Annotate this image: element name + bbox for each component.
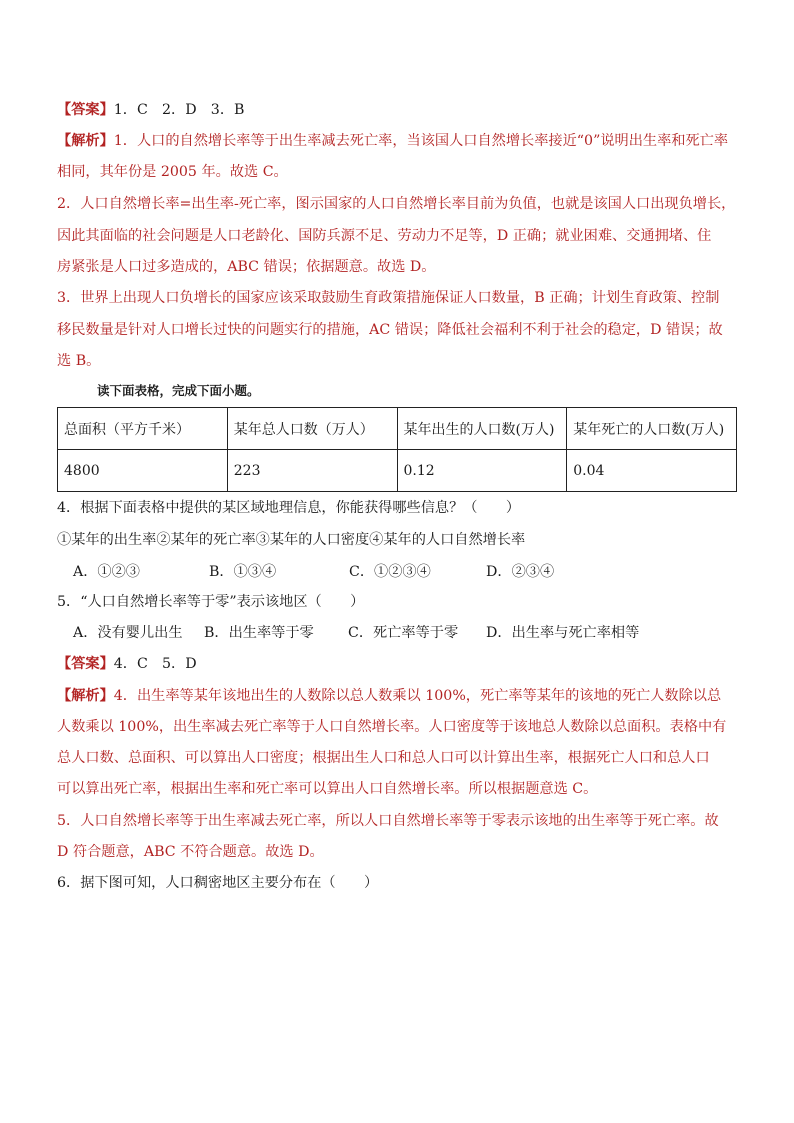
table-header-cell: 某年总人口数（万人） — [227, 408, 397, 450]
table-header-cell: 总面积（平方千米） — [58, 408, 228, 450]
table-header-cell: 某年出生的人口数(万人) — [397, 408, 567, 450]
option-a: A．①②③ — [73, 564, 140, 580]
analysis-tag: 【解析】 — [57, 688, 114, 704]
question-4-stem: 4．根据下面表格中提供的某区域地理信息，你能获得哪些信息？（ ） — [57, 500, 521, 516]
answer-tag: 【答案】 — [57, 656, 114, 672]
answer-line-2 — [57, 654, 737, 674]
analysis-line: 5．人口自然增长率等于出生率减去死亡率，所以人口自然增长率等于零表示该地的出生率等于死亡率。故 — [57, 813, 719, 829]
analysis-line: 2．人口自然增长率=出生率-死亡率，图示国家的人口自然增长率目前为负值，也就是该国人口出现负增长， — [57, 196, 736, 212]
analysis-text: 4．出生率等某年该地出生的人数除以总人数乘以 100%，死亡率等某年的该地的死亡人数除以总 — [113, 688, 722, 704]
analysis-line: D 符合题意，ABC 不符合题意。故选 D。 — [57, 844, 324, 860]
option-c: C．①②③④ — [349, 564, 431, 580]
option-a: A．没有婴儿出生 — [73, 625, 183, 641]
answer-tag: 【答案】 — [57, 102, 114, 118]
data-table — [57, 407, 737, 492]
table-cell: 0.12 — [397, 450, 567, 492]
option-d: D．②③④ — [486, 564, 555, 580]
analysis-line: 房紧张是人口过多造成的，ABC 错误；依据题意。故选 D。 — [57, 259, 436, 275]
analysis-line: 总人口数、总面积、可以算出人口密度；根据出生人口和总人口可以计算出生率，根据死亡人口和总人口 — [57, 750, 710, 766]
analysis-tag: 【解析】 — [57, 133, 114, 149]
analysis-line — [57, 131, 737, 151]
option-c: C．死亡率等于零 — [348, 625, 459, 641]
table-header-cell: 某年死亡的人口数(万人) — [567, 408, 737, 450]
table-cell: 223 — [227, 450, 397, 492]
analysis-line: 3．世界上出现人口负增长的国家应该采取鼓励生育政策措施保证人口数量，B 正确；计划生育政策、控制 — [57, 290, 720, 306]
option-b: B．出生率等于零 — [204, 625, 314, 641]
instruction-text: 读下面表格，完成下面小题。 — [97, 383, 260, 398]
analysis-line — [57, 686, 737, 706]
analysis-line: 因此其面临的社会问题是人口老龄化、国防兵源不足、劳动力不足等，D 正确；就业困难、交通拥堵、住 — [57, 228, 712, 244]
answer-line-1 — [57, 100, 737, 120]
analysis-line: 人数乘以 100%，出生率减去死亡率等于人口自然增长率。人口密度等于该地总人数除以总面积。表格中有 — [57, 719, 727, 735]
option-b: B．①③④ — [209, 564, 277, 580]
answer-text: 4．C 5．D — [113, 656, 197, 672]
table-cell: 0.04 — [567, 450, 737, 492]
analysis-line: 可以算出死亡率，根据出生率和死亡率可以算出人口自然增长率。所以根据题意选 C。 — [57, 781, 598, 797]
question-6-stem: 6．据下图可知，人口稠密地区主要分布在（ ） — [57, 875, 379, 891]
question-5-stem: 5．“人口自然增长率等于零”表示该地区（ ） — [57, 594, 365, 610]
analysis-line: 选 B。 — [57, 353, 101, 369]
answer-text: 1．C 2．D 3．B — [113, 102, 245, 118]
table-header-row — [58, 408, 737, 450]
table-row — [58, 450, 737, 492]
table-cell: 4800 — [58, 450, 228, 492]
option-d: D．出生率与死亡率相等 — [486, 625, 640, 641]
analysis-text: 1．人口的自然增长率等于出生率减去死亡率，当该国人口自然增长率接近“0”说明出生率和死亡率 — [113, 133, 729, 149]
analysis-line: 移民数量是针对人口增长过快的问题实行的措施，AC 错误；降低社会福利不利于社会的稳定，D 错误；故 — [57, 322, 723, 338]
question-4-items: ①某年的出生率②某年的死亡率③某年的人口密度④某年的人口自然增长率 — [57, 532, 526, 548]
analysis-line: 相同，其年份是 2005 年。故选 C。 — [57, 164, 288, 180]
